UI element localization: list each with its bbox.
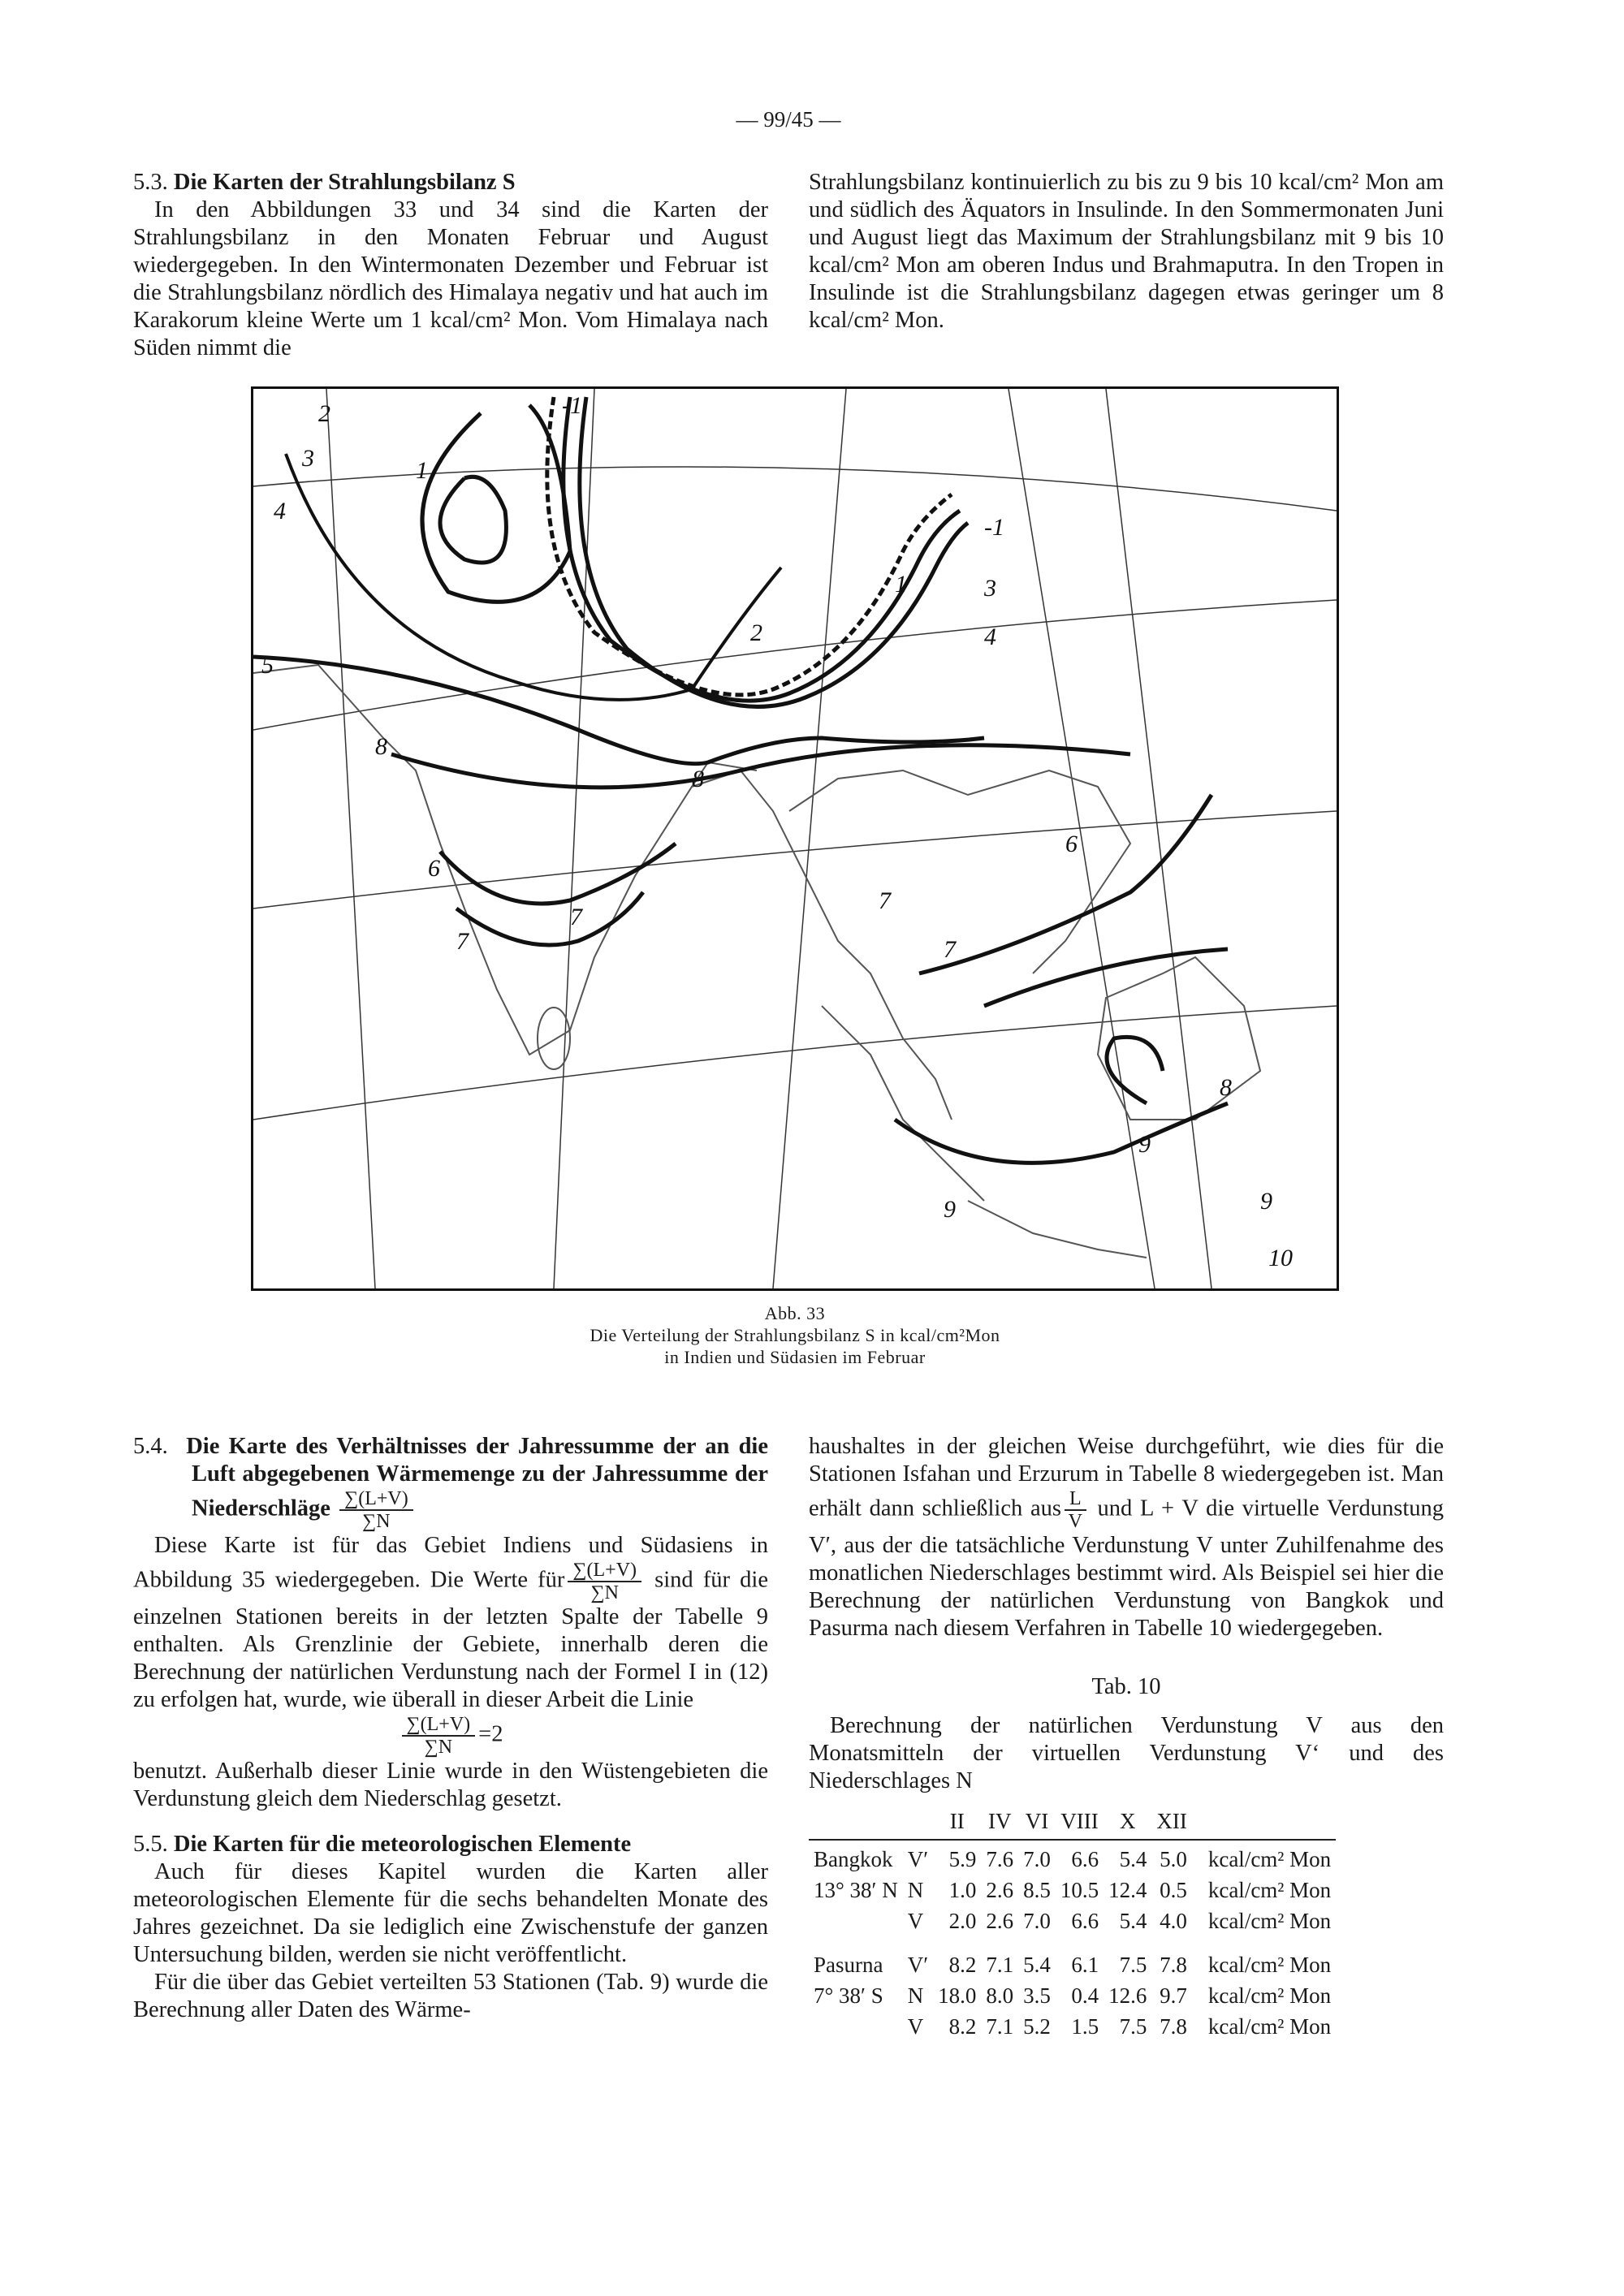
paragraph	[809, 1433, 1444, 1642]
table-row	[809, 1949, 1336, 1980]
contour-label: 4	[984, 624, 996, 650]
table-cell: 5.0	[1160, 1847, 1187, 1871]
table-cell: 7.8	[1160, 2014, 1187, 2039]
station-name: Pasurna	[814, 1953, 883, 1977]
section-5-3-left	[133, 169, 768, 362]
figure-caption-line2: in Indien und Südasien im Februar	[664, 1347, 926, 1367]
right-column-lower	[809, 1433, 1444, 2042]
contour-label: 6	[1065, 831, 1078, 857]
section-number: 5.4.	[133, 1434, 168, 1459]
figure-label: Abb. 33	[764, 1303, 826, 1323]
unit: kcal/cm² Mon	[1207, 1909, 1332, 1933]
contour-label: 9	[1138, 1131, 1151, 1158]
section-heading	[133, 169, 768, 196]
contour-label: 3	[302, 445, 314, 472]
formula-denominator: ∑N	[590, 1582, 619, 1603]
variable: N	[907, 1983, 924, 2008]
contour-label: 5	[261, 652, 274, 679]
contour-label: -1	[984, 514, 1004, 541]
contour-label: 8	[1220, 1074, 1232, 1101]
table-cell: 5.4	[1119, 1909, 1147, 1933]
map-drawing	[253, 389, 1337, 1288]
contour-lines	[253, 397, 1228, 1163]
table-body	[809, 1844, 1336, 2042]
table-cell: 1.0	[948, 1878, 977, 1902]
table-row	[809, 1844, 1336, 1875]
table-cell: 1.5	[1071, 2014, 1099, 2039]
section-title: Die Karten für die meteorologischen Elemente	[173, 1832, 632, 1857]
paragraph-text: und L + V die virtuelle Verdunstung V′, aus der die tatsächliche Verdunstung V unter Zuhilfenahme des monatlichen Niederschlages bestimmt wird. Als Beispiel sei hier die Berechnung der natürlichen Verdunstung von Bangkok und Pasurma nach diesem Verfahren in Tabelle 10 wiedergegeben.	[809, 1495, 1445, 1641]
contour-label: 1	[895, 571, 907, 598]
contour-label: 7	[456, 928, 469, 955]
formula	[1065, 1488, 1086, 1532]
table-cell: 0.5	[1160, 1878, 1187, 1902]
contour-label: 7	[570, 904, 582, 930]
paragraph-text: Diese Karte ist für das Gebiet Indiens und Südasiens in Abbildung 35 wiedergegeben. Die Werte für	[133, 1533, 768, 1593]
table-cell: 5.2	[1023, 2014, 1051, 2039]
table-cell: 6.6	[1071, 1847, 1099, 1871]
contour-label: 6	[428, 855, 440, 882]
paragraph: benutzt. Außerhalb dieser Linie wurde in den Wüstengebieten die Verdunstung gleich dem Niederschlag gesetzt.	[133, 1759, 768, 1811]
unit: kcal/cm² Mon	[1207, 1953, 1332, 1977]
page	[133, 106, 1444, 2042]
formula-equals: =2	[478, 1721, 503, 1747]
formula-numerator: ∑(L+V)	[339, 1488, 413, 1511]
table-cell: 9.7	[1160, 1983, 1187, 2008]
contour-label: 10	[1268, 1245, 1293, 1271]
table-cell: 7.0	[1023, 1909, 1051, 1933]
formula-numerator: L	[1065, 1488, 1086, 1511]
paragraph-text: haushaltes in der gleichen Weise durchgeführt, wie dies für die Stationen Isfahan und Erzurum in Tabelle 8 wiedergegeben ist. Man erhält dann schließlich aus	[809, 1434, 1444, 1521]
section-title: Die Karten der Strahlungsbilanz S	[173, 170, 516, 195]
table-cell: 10.5	[1060, 1878, 1099, 1902]
paragraph: Strahlungsbilanz kontinuierlich zu bis zu 9 bis 10 kcal/cm² Mon am und südlich des Äquators in Insulinde. In den Sommermonaten Juni und August liegt das Maximum der Strahlungsbilanz mit 9 bis 10 kcal/cm² Mon am oberen Indus und Brahmaputra. In den Tropen in Insulinde ist die Strahlungsbilanz dagegen etwas geringer um 8 kcal/cm² Mon.	[809, 170, 1444, 333]
table-header-row	[809, 1803, 1336, 1840]
table-cell: 3.5	[1023, 1983, 1051, 2008]
column-header: II	[949, 1809, 965, 1833]
section-heading	[133, 1831, 768, 1858]
section-5-3	[133, 169, 1444, 362]
unit: kcal/cm² Mon	[1207, 1983, 1332, 2008]
formula-denominator: ∑N	[424, 1737, 453, 1758]
formula	[402, 1714, 476, 1758]
table-cell: 8.5	[1023, 1878, 1051, 1902]
table-row	[809, 1980, 1336, 2011]
table-cell: 8.2	[948, 1953, 977, 1977]
contour-label: 7	[879, 887, 891, 914]
table-cell: 8.0	[986, 1983, 1014, 2008]
table-cell: 5.9	[948, 1847, 977, 1871]
contour-label: 9	[944, 1196, 956, 1223]
column-header: IV	[987, 1809, 1012, 1833]
station-coordinates: 7° 38′ S	[814, 1983, 883, 2008]
table-row	[809, 2011, 1336, 2042]
column-header: X	[1119, 1809, 1136, 1833]
table-row	[809, 1875, 1336, 1905]
figure-caption-line1: Die Verteilung der Strahlungsbilanz S in kcal/cm²Mon	[590, 1325, 1000, 1345]
paragraph: Für die über das Gebiet verteilten 53 Stationen (Tab. 9) wurde die Berechnung aller Daten des Wärme-	[133, 1970, 768, 2022]
table-cell: 18.0	[938, 1983, 977, 2008]
contour-label: 7	[944, 936, 956, 963]
paragraph	[133, 1532, 768, 1714]
contour-label: 1	[416, 457, 428, 484]
table-cell: 12.4	[1108, 1878, 1147, 1902]
column-header: VI	[1025, 1809, 1049, 1833]
table-cell: 0.4	[1071, 1983, 1099, 2008]
paragraph: In den Abbildungen 33 und 34 sind die Karten der Strahlungsbilanz in den Monaten Februar und August wiedergegeben. In den Wintermonaten Dezember und Februar ist die Strahlungsbilanz nördlich des Himalaya negativ und hat auch im Karakorum kleine Werte um 1 kcal/cm² Mon. Vom Himalaya nach Süden nimmt die	[133, 197, 768, 360]
contour-label: 2	[318, 400, 330, 427]
variable: V	[907, 1909, 924, 1933]
formula-denominator: ∑N	[362, 1511, 391, 1532]
table-cell: 7.5	[1119, 2014, 1147, 2039]
table-cell: 4.0	[1160, 1909, 1187, 1933]
section-title: Die Karte des Verhältnisses der Jahressumme der an die Luft abgegebenen Wärmemenge zu der Jahressumme der Niederschläge	[186, 1434, 768, 1521]
section-5-3-right	[809, 169, 1444, 334]
section-number: 5.5.	[133, 1832, 168, 1857]
table-cell: 5.4	[1119, 1847, 1147, 1871]
table-cell: 2.0	[948, 1909, 977, 1933]
variable: V′	[907, 1953, 929, 1977]
column-header: VIII	[1060, 1809, 1099, 1833]
formula-numerator: ∑(L+V)	[568, 1560, 641, 1582]
figure-map	[251, 386, 1339, 1291]
table-cell: 7.1	[986, 2014, 1014, 2039]
variable: V′	[907, 1847, 929, 1871]
table-cell: 7.5	[1119, 1953, 1147, 1977]
contour-labels	[261, 392, 1293, 1271]
contour-label: 4	[274, 498, 286, 524]
formula-block	[133, 1714, 768, 1758]
table-cell: 6.1	[1071, 1953, 1099, 1977]
table-cell: 7.8	[1160, 1953, 1187, 1977]
variable: V	[907, 2014, 924, 2039]
table-cell: 7.6	[986, 1847, 1014, 1871]
paragraph: Auch für dieses Kapitel wurden die Karten aller meteorologischen Elemente für die sechs behandelten Monate des Jahres gezeichnet. Da sie lediglich eine Zwischenstufe der ganzen Untersuchung bilden, werden sie nicht veröffentlicht.	[133, 1859, 768, 1967]
left-column-lower	[133, 1433, 768, 2024]
section-heading	[133, 1433, 768, 1532]
lower-section	[133, 1433, 1444, 2042]
station-name: Bangkok	[814, 1847, 893, 1871]
table-cell: 6.6	[1071, 1909, 1099, 1933]
table-10	[809, 1803, 1336, 2042]
unit: kcal/cm² Mon	[1207, 1847, 1332, 1871]
contour-label: -1	[562, 392, 582, 419]
table-cell: 7.1	[986, 1953, 1014, 1977]
table-cell: 2.6	[986, 1878, 1014, 1902]
formula-numerator: ∑(L+V)	[402, 1714, 476, 1737]
formula	[568, 1560, 641, 1603]
table-cell: 12.6	[1108, 1983, 1147, 2008]
paragraph-text: sind für die einzelnen Stationen bereits in der letzten Spalte der Tabelle 9 enthalten. Als Grenzlinie der Gebiete, innerhalb deren die Berechnung der natürlichen Verdunstung nach der Formel I in (12) zu erfolgen hat, wurde, wie überall in dieser Arbeit die Linie	[133, 1567, 769, 1712]
table-cell: 2.6	[986, 1909, 1014, 1933]
page-number: — 99/45 —	[736, 107, 841, 132]
table-row	[809, 1905, 1336, 1936]
contour-label: 8	[375, 733, 387, 760]
formula-denominator: V	[1068, 1511, 1082, 1532]
variable: N	[907, 1878, 924, 1902]
column-header: XII	[1156, 1809, 1187, 1833]
graticule	[253, 389, 1337, 1288]
section-number: 5.3.	[133, 170, 168, 195]
table-cell: 8.2	[948, 2014, 977, 2039]
formula	[339, 1488, 413, 1532]
contour-label: 3	[984, 575, 996, 602]
table-label: Tab. 10	[1091, 1674, 1161, 1699]
contour-label: 8	[692, 766, 704, 792]
contour-label: 9	[1260, 1188, 1272, 1215]
table-caption: Berechnung der natürlichen Verdunstung V aus den Monatsmitteln der virtuellen Verdunstung V‘ und des Niederschlages N	[809, 1713, 1444, 1793]
contour-label: 2	[750, 619, 762, 646]
unit: kcal/cm² Mon	[1207, 2014, 1332, 2039]
unit: kcal/cm² Mon	[1207, 1878, 1332, 1902]
table-cell: 5.4	[1023, 1953, 1051, 1977]
table-cell: 7.0	[1023, 1847, 1051, 1871]
station-coordinates: 13° 38′ N	[814, 1878, 898, 1902]
